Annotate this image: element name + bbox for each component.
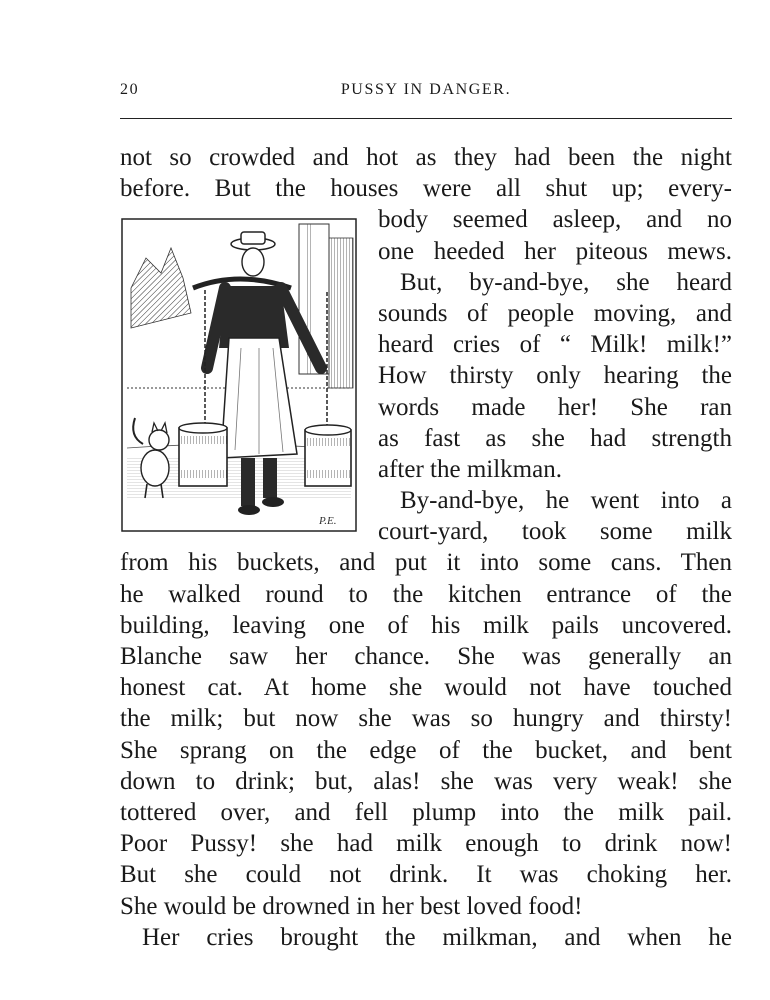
text-line: By-and-bye, he went into a: [400, 487, 732, 515]
text-line: She would be drowned in her best loved food!: [120, 892, 583, 920]
text-line: But she could not drink. It was choking her.: [120, 861, 732, 889]
text-line: as fast as she had strength: [378, 424, 732, 452]
text-line: he walked round to the kitchen entrance of the: [120, 580, 732, 608]
page-number: 20: [120, 81, 140, 98]
text-line: But, by-and-bye, she heard: [400, 268, 732, 296]
text-line: Poor Pussy! she had milk enough to drink now!: [120, 830, 732, 858]
text-line: words made her! She ran: [378, 393, 732, 421]
running-title: PUSSY IN DANGER.: [340, 81, 512, 98]
text-line: building, leaving one of his milk pails uncovered.: [120, 611, 732, 639]
text-line: honest cat. At home she would not have touched: [120, 674, 732, 702]
text-line: She sprang on the edge of the bucket, and bent: [120, 736, 732, 764]
text-line: body seemed asleep, and no: [378, 206, 732, 234]
text-line: down to drink; but, alas! she was very weak! she: [120, 767, 732, 795]
text-line: Blanche saw her chance. She was generally an: [120, 643, 732, 670]
text-line: from his buckets, and put it into some cans. Then: [120, 549, 732, 577]
text-line: after the milkman.: [378, 455, 562, 483]
body-text: [120, 142, 732, 953]
text-line: Her cries brought the milkman, and when he: [142, 923, 732, 951]
text-line: heard cries of “ Milk! milk!”: [378, 331, 732, 359]
text-line: court-yard, took some milk: [378, 518, 732, 546]
illustration-signature: P.E.: [319, 515, 337, 527]
text-line: not so crowded and hot as they had been the night: [120, 144, 732, 171]
header-rule: [120, 118, 732, 119]
text-line: before. But the houses were all shut up; every-: [120, 175, 732, 203]
text-line: sounds of people moving, and: [378, 299, 732, 327]
text-line: one heeded her piteous mews.: [378, 237, 732, 265]
text-line: tottered over, and fell plump into the milk pail.: [120, 798, 732, 826]
running-head: [120, 74, 732, 104]
text-line: the milk; but now she was so hungry and thirsty!: [120, 705, 732, 733]
text-line: How thirsty only hearing the: [378, 362, 732, 390]
